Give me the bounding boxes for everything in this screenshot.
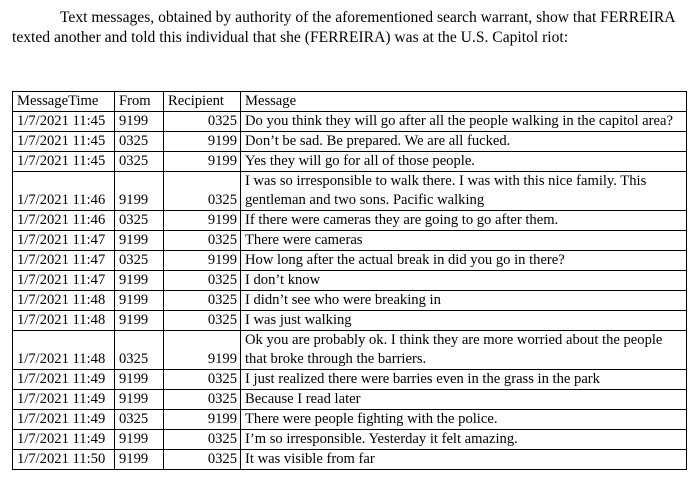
cell-message: I didn’t see who were breaking in	[241, 291, 687, 311]
cell-time: 1/7/2021 11:48	[13, 331, 115, 370]
cell-from: 0325	[115, 251, 164, 271]
cell-time: 1/7/2021 11:47	[13, 231, 115, 251]
table-row	[13, 172, 687, 211]
cell-time: 1/7/2021 11:49	[13, 430, 115, 450]
cell-message: There were people fighting with the police.	[241, 410, 687, 430]
cell-message: How long after the actual break in did you go in there?	[241, 251, 687, 271]
table-row	[13, 132, 687, 152]
cell-recipient: 0325	[164, 390, 241, 410]
cell-from: 9199	[115, 430, 164, 450]
cell-time: 1/7/2021 11:49	[13, 370, 115, 390]
table-row	[13, 450, 687, 470]
cell-recipient: 9199	[164, 410, 241, 430]
cell-message: I don’t know	[241, 271, 687, 291]
cell-from: 9199	[115, 390, 164, 410]
cell-time: 1/7/2021 11:49	[13, 390, 115, 410]
header-message-time: MessageTime	[13, 92, 115, 112]
cell-from: 9199	[115, 370, 164, 390]
cell-time: 1/7/2021 11:45	[13, 152, 115, 172]
table-row	[13, 370, 687, 390]
cell-recipient: 0325	[164, 450, 241, 470]
cell-recipient: 0325	[164, 271, 241, 291]
cell-message: It was visible from far	[241, 450, 687, 470]
cell-from: 0325	[115, 132, 164, 152]
cell-recipient: 9199	[164, 211, 241, 231]
cell-from: 0325	[115, 410, 164, 430]
cell-time: 1/7/2021 11:45	[13, 132, 115, 152]
cell-time: 1/7/2021 11:47	[13, 251, 115, 271]
cell-recipient: 0325	[164, 430, 241, 450]
table-row	[13, 271, 687, 291]
table-row	[13, 331, 687, 370]
table-row	[13, 152, 687, 172]
cell-from: 0325	[115, 211, 164, 231]
table-row	[13, 112, 687, 132]
table-row	[13, 211, 687, 231]
cell-message: I was so irresponsible to walk there. I was with this nice family. This gentleman and two sons. Pacific walking	[241, 172, 687, 211]
header-recipient: Recipient	[164, 92, 241, 112]
cell-from: 9199	[115, 450, 164, 470]
table-row	[13, 311, 687, 331]
cell-from: 9199	[115, 231, 164, 251]
cell-recipient: 9199	[164, 132, 241, 152]
intro-paragraph: Text messages, obtained by authority of the aforementioned search warrant, show that FERREIRA texted another and told this individual that she (FERREIRA) was at the U.S. Capitol riot:	[12, 9, 675, 46]
cell-time: 1/7/2021 11:45	[13, 112, 115, 132]
cell-time: 1/7/2021 11:50	[13, 450, 115, 470]
cell-time: 1/7/2021 11:48	[13, 291, 115, 311]
table-row	[13, 291, 687, 311]
cell-recipient: 9199	[164, 251, 241, 271]
table-row	[13, 410, 687, 430]
cell-from: 9199	[115, 172, 164, 211]
cell-from: 9199	[115, 112, 164, 132]
table-header	[13, 92, 687, 112]
cell-from: 0325	[115, 152, 164, 172]
table-row	[13, 251, 687, 271]
cell-message: I’m so irresponsible. Yesterday it felt amazing.	[241, 430, 687, 450]
cell-recipient: 9199	[164, 152, 241, 172]
cell-recipient: 0325	[164, 370, 241, 390]
cell-message: I just realized there were barries even in the grass in the park	[241, 370, 687, 390]
table-row	[13, 231, 687, 251]
cell-recipient: 0325	[164, 112, 241, 132]
cell-from: 0325	[115, 331, 164, 370]
cell-time: 1/7/2021 11:49	[13, 410, 115, 430]
cell-message: Ok you are probably ok. I think they are more worried about the people that broke through the barriers.	[241, 331, 687, 370]
cell-recipient: 9199	[164, 331, 241, 370]
cell-message: I was just walking	[241, 311, 687, 331]
table-row	[13, 430, 687, 450]
header-from: From	[115, 92, 164, 112]
messages-table	[12, 91, 687, 470]
cell-time: 1/7/2021 11:46	[13, 211, 115, 231]
cell-time: 1/7/2021 11:48	[13, 311, 115, 331]
cell-time: 1/7/2021 11:46	[13, 172, 115, 211]
cell-message: Do you think they will go after all the people walking in the capitol area?	[241, 112, 687, 132]
cell-from: 9199	[115, 291, 164, 311]
header-message: Message	[241, 92, 687, 112]
cell-recipient: 0325	[164, 231, 241, 251]
table-body	[13, 112, 687, 470]
cell-from: 9199	[115, 271, 164, 291]
cell-from: 9199	[115, 311, 164, 331]
cell-recipient: 0325	[164, 291, 241, 311]
cell-message: There were cameras	[241, 231, 687, 251]
cell-message: Because I read later	[241, 390, 687, 410]
cell-message: If there were cameras they are going to go after them.	[241, 211, 687, 231]
cell-message: Yes they will go for all of those people.	[241, 152, 687, 172]
header-row	[13, 92, 687, 112]
cell-recipient: 0325	[164, 172, 241, 211]
cell-time: 1/7/2021 11:47	[13, 271, 115, 291]
cell-message: Don’t be sad. Be prepared. We are all fucked.	[241, 132, 687, 152]
table-row	[13, 390, 687, 410]
cell-recipient: 0325	[164, 311, 241, 331]
